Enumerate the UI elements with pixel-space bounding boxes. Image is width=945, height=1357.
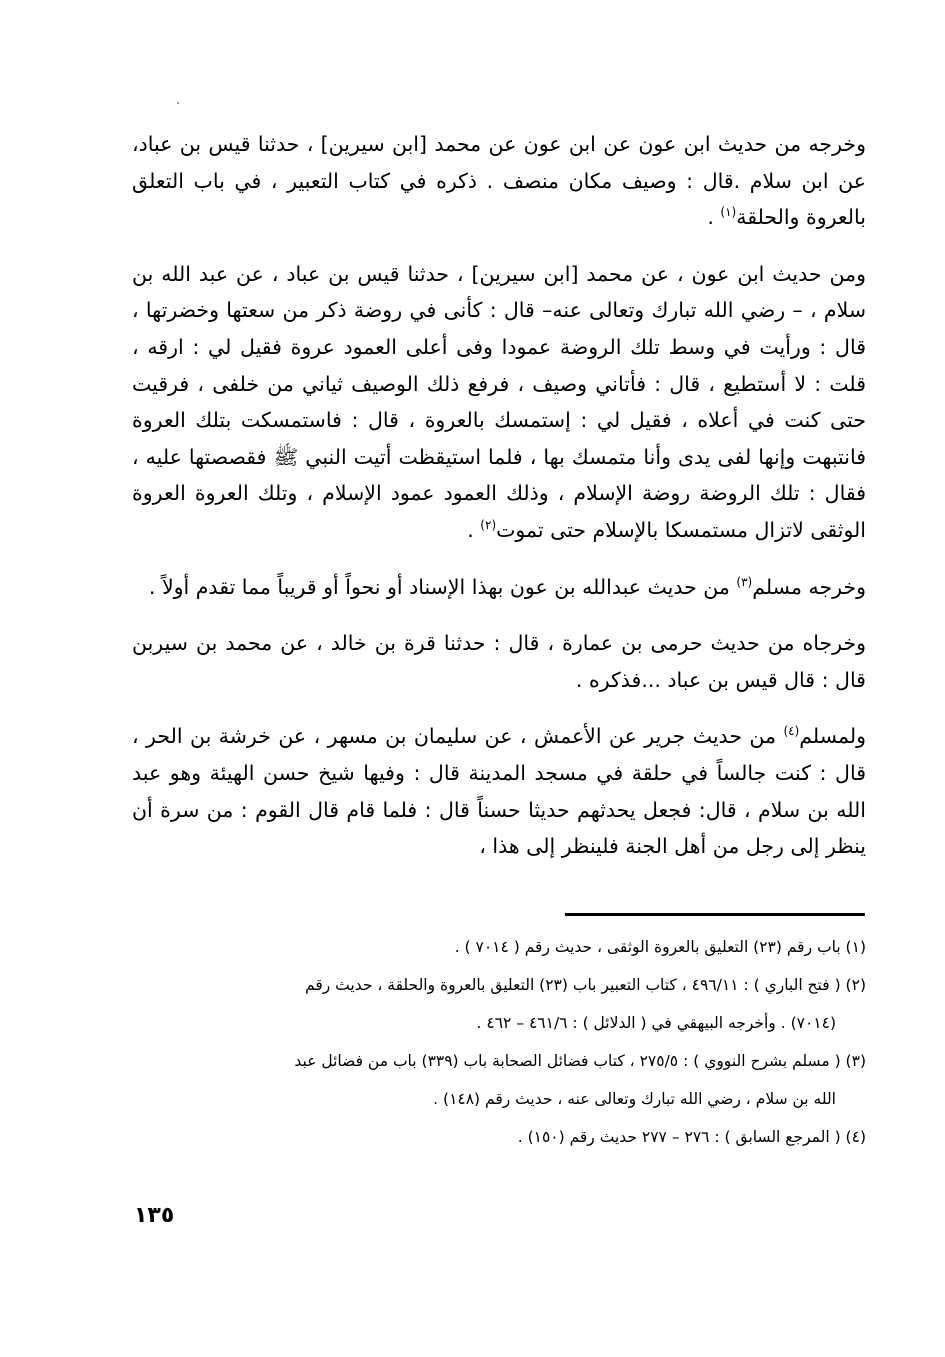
footnote-text: (٢) ( فتح الباري ) : ٤٩٦/١١ ، كتاب التعبير باب (٢٣) التعليق بالعروة والحلقة ، حديث رقم: [305, 976, 866, 994]
footnote-3: [132, 1042, 866, 1118]
paragraph-text: ولمسلم: [799, 724, 866, 749]
paragraph-text: وخرجاه من حديث حرمى بن عمارة ، قال : حدثنا قرة بن خالد ، عن محمد بن سيربن قال : قال قيس بن عباد ...فذكره .: [132, 631, 866, 692]
main-text: [132, 126, 866, 885]
paragraph-text: وخرجه مسلم: [752, 574, 866, 599]
paragraph-text: .: [467, 517, 481, 542]
footnote-4: [132, 1118, 866, 1156]
footnote-marker[interactable]: (٤): [783, 724, 800, 739]
footnotes: [132, 928, 866, 1156]
footnote-text: (٣) ( مسلم بشرح النووي ) : ٢٧٥/٥ ، كتاب فضائل الصحابة باب (٣٣٩) باب من فضائل عبد: [294, 1052, 866, 1070]
page-number: ١٣٥: [134, 1203, 175, 1228]
footnote-1: [132, 928, 866, 966]
footnote-text: (١) باب رقم (٢٣) التعليق بالعروة الوثقى ، حديث رقم ( ٧٠١٤ ) .: [454, 938, 866, 956]
footnote-2: [132, 966, 866, 1042]
footnote-text: (٤) ( المرجع السابق ) : ٢٧٦ – ٢٧٧ حديث رقم (١٥٠) .: [517, 1128, 866, 1146]
scan-speck: [177, 102, 179, 104]
paragraph-text: من حديث جرير عن الأعمش ، عن سليمان بن مسهر ، عن خرشة بن الحر ، قال : كنت جالساً في حلقة في مسجد المدينة قال : وفيها شيخ حسن الهيئة وهو عبد الله بن سلام ، قال: فجعل يحدثهم حديثا حسناً قال : فلما قام قال القوم : من سرة أن ينظر إلى رجل من أهل الجنة فلينظر إلى هذا ،: [132, 724, 866, 859]
footnote-separator: [565, 913, 865, 916]
paragraph-text: .: [707, 205, 721, 230]
footnote-text-continued: (٧٠١٤) . وأخرجه البيهقي في ( الدلائل ) : ٤٦١/٦ – ٤٦٢ .: [476, 1014, 836, 1032]
paragraph-text: من حديث عبدالله بن عون بهذا الإسناد أو نحواً أو قريباً مما تقدم أولاً .: [148, 574, 737, 599]
paragraph-3: [132, 569, 866, 606]
paragraph-5: [132, 718, 866, 864]
paragraph-text: ومن حديث ابن عون ، عن محمد [ابن سيرين] ، حدثنا قيس بن عباد ، عن عبد الله بن سلام ، – رضي الله تبارك وتعالى عنه– قال : كأنى في روضة ذكر من سعتها وخضرتها ، قال : ورأيت في وسط تلك الروضة عمودا وفى أعلى العمود عروة فقيل لي : ارقه ، قلت : لا أستطيع ، قال : فأتاني وصيف ، فرفع ذلك الوصيف ثياني من خلفى ، فرقيت حتى كنت في أعلاه ، فقيل لي : إستمسك بالعروة ، قال : فاستمسكت بتلك العروة فانتبهت وإنها لفى يدى وأنا متمسك بها ، فلما استيقظت أتيت النبي ﷺ فقصصتها عليه ، فقال : تلك الروضة روضة الإسلام ، وذلك العمود عمود الإسلام ، وتلك العروة العروة الوثقى لاتزال مستمسكا بالإسلام حتى تموت: [132, 261, 866, 542]
paragraph-text: وخرجه من حديث ابن عون عن ابن عون عن محمد [ابن سيرين] ، حدثنا قيس بن عباد، عن ابن سلام .قال : وصيف مكان منصف . ذكره في كتاب التعبير ، في باب التعلق بالعروة والحلقة: [132, 132, 866, 230]
paragraph-1: [132, 126, 866, 236]
paragraph-2: [132, 256, 866, 549]
footnote-text-continued: الله بن سلام ، رضي الله تبارك وتعالى عنه ، حديث رقم (١٤٨) .: [433, 1090, 836, 1108]
paragraph-4: [132, 625, 866, 698]
footnote-marker[interactable]: (١): [720, 205, 737, 220]
footnote-marker[interactable]: (٢): [480, 518, 497, 533]
footnote-marker[interactable]: (٣): [736, 574, 753, 589]
